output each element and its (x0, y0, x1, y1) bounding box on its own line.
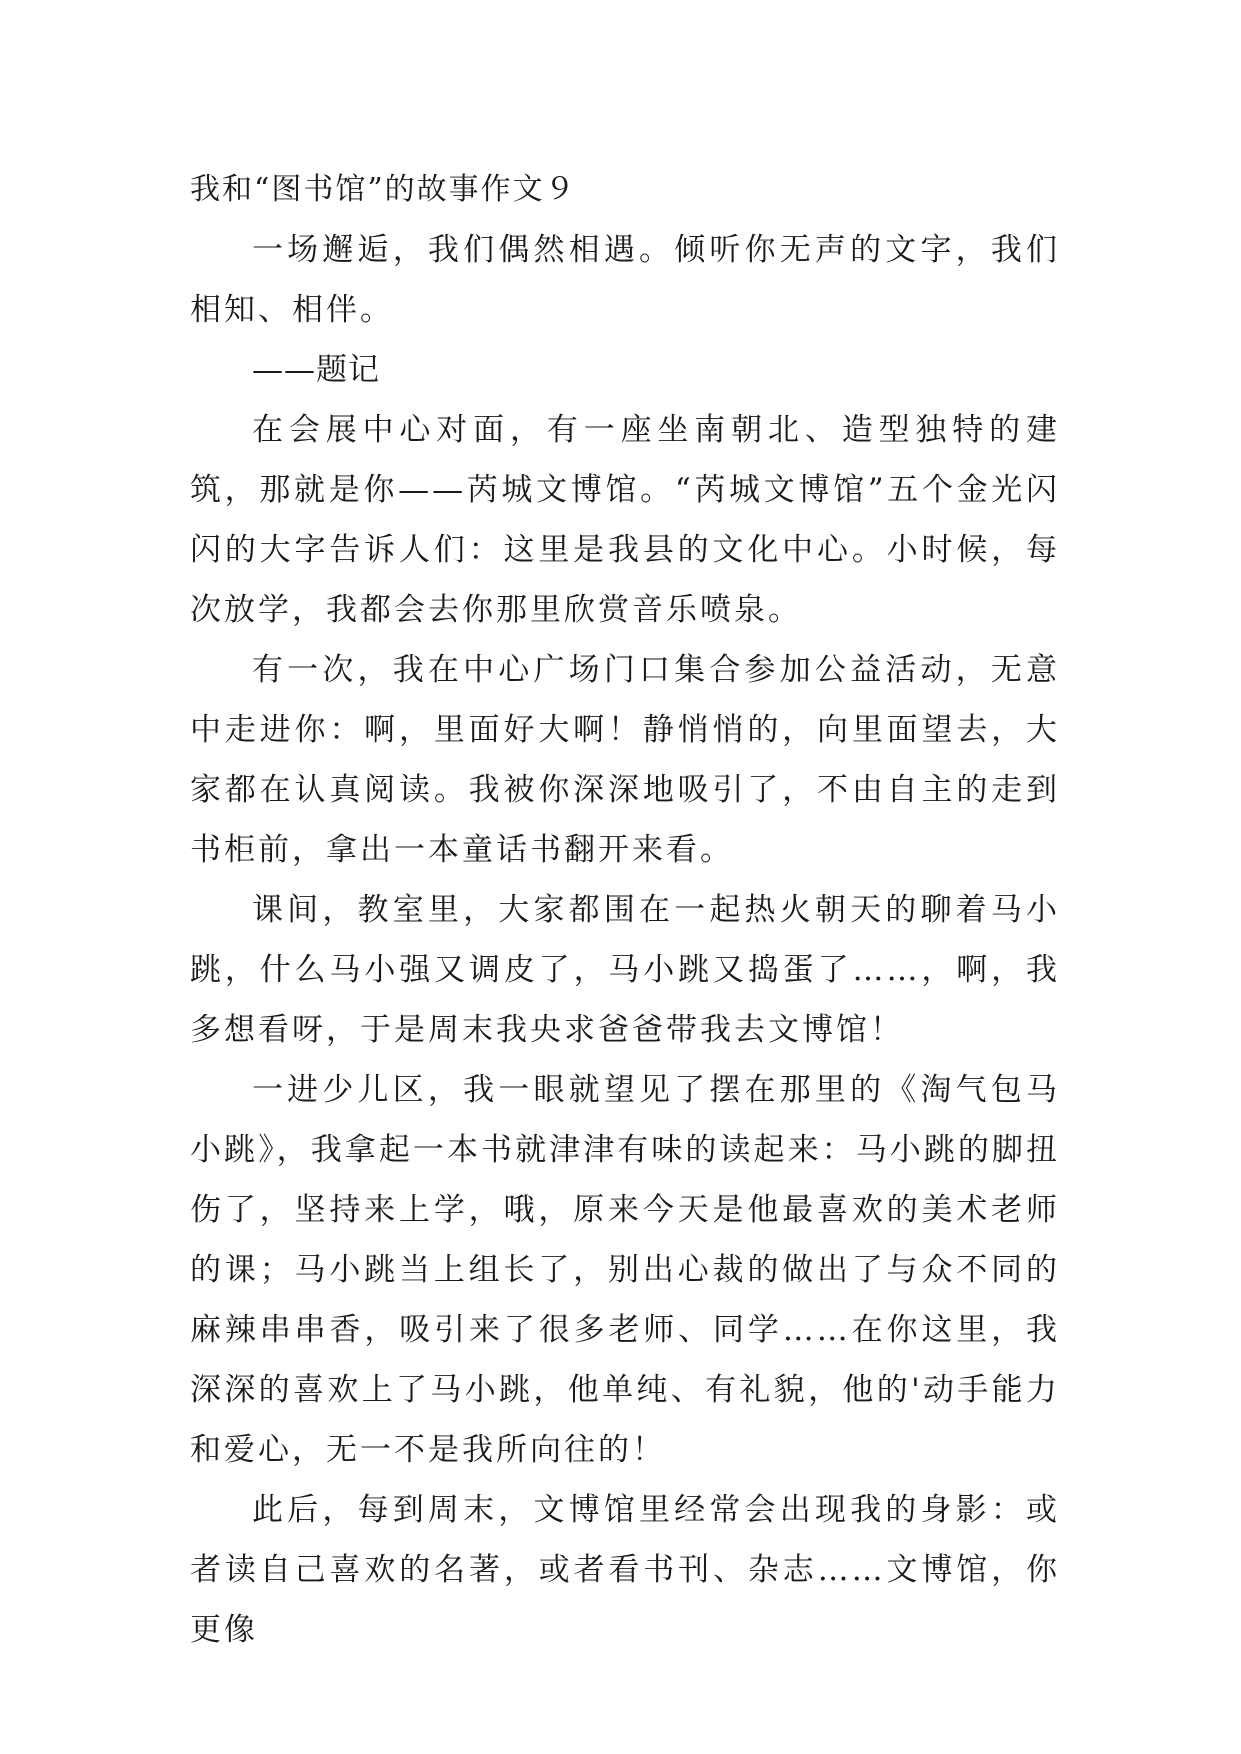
paragraph-5: 此后，每到周末，文博馆里经常会出现我的身影：或者读自己喜欢的名著，或者看书刊、杂志……文博馆，你更像 (190, 1492, 1060, 1648)
paragraph-3: 课间，教室里，大家都围在一起热火朝天的聊着马小跳，什么马小强又调皮了，马小跳又捣蛋了……，啊，我多想看呀，于是周末我央求爸爸带我去文博馆！ (190, 892, 1060, 1048)
epigraph: 一场邂逅，我们偶然相遇。倾听你无声的文字，我们相知、相伴。 (190, 232, 1060, 328)
paragraph-1: 在会展中心对面，有一座坐南朝北、造型独特的建筑，那就是你——芮城文博馆。“芮城文博馆”五个金光闪闪的大字告诉人们：这里是我县的文化中心。小时候，每次放学，我都会去你那里欣赏音乐喷泉。 (190, 412, 1060, 628)
document-title: 我和“图书馆”的故事作文９ (190, 172, 577, 207)
paragraph-4: 一进少儿区，我一眼就望见了摆在那里的《淘气包马小跳》，我拿起一本书就津津有味的读起来：马小跳的脚扭伤了，坚持来上学，哦，原来今天是他最喜欢的美术老师的课；马小跳当上组长了，别出心裁的做出了与众不同的麻辣串串香，吸引来了很多老师、同学……在你这里，我深深的喜欢上了马小跳，他单纯、有礼貌，他的'动手能力和爱心，无一不是我所向往的！ (190, 1072, 1060, 1468)
document-body (190, 160, 1060, 1660)
epigraph-attribution: ——题记 (252, 352, 380, 388)
paragraph-2: 有一次，我在中心广场门口集合参加公益活动，无意中走进你：啊，里面好大啊！静悄悄的，向里面望去，大家都在认真阅读。我被你深深地吸引了，不由自主的走到书柜前，拿出一本童话书翻开来看。 (190, 652, 1060, 868)
